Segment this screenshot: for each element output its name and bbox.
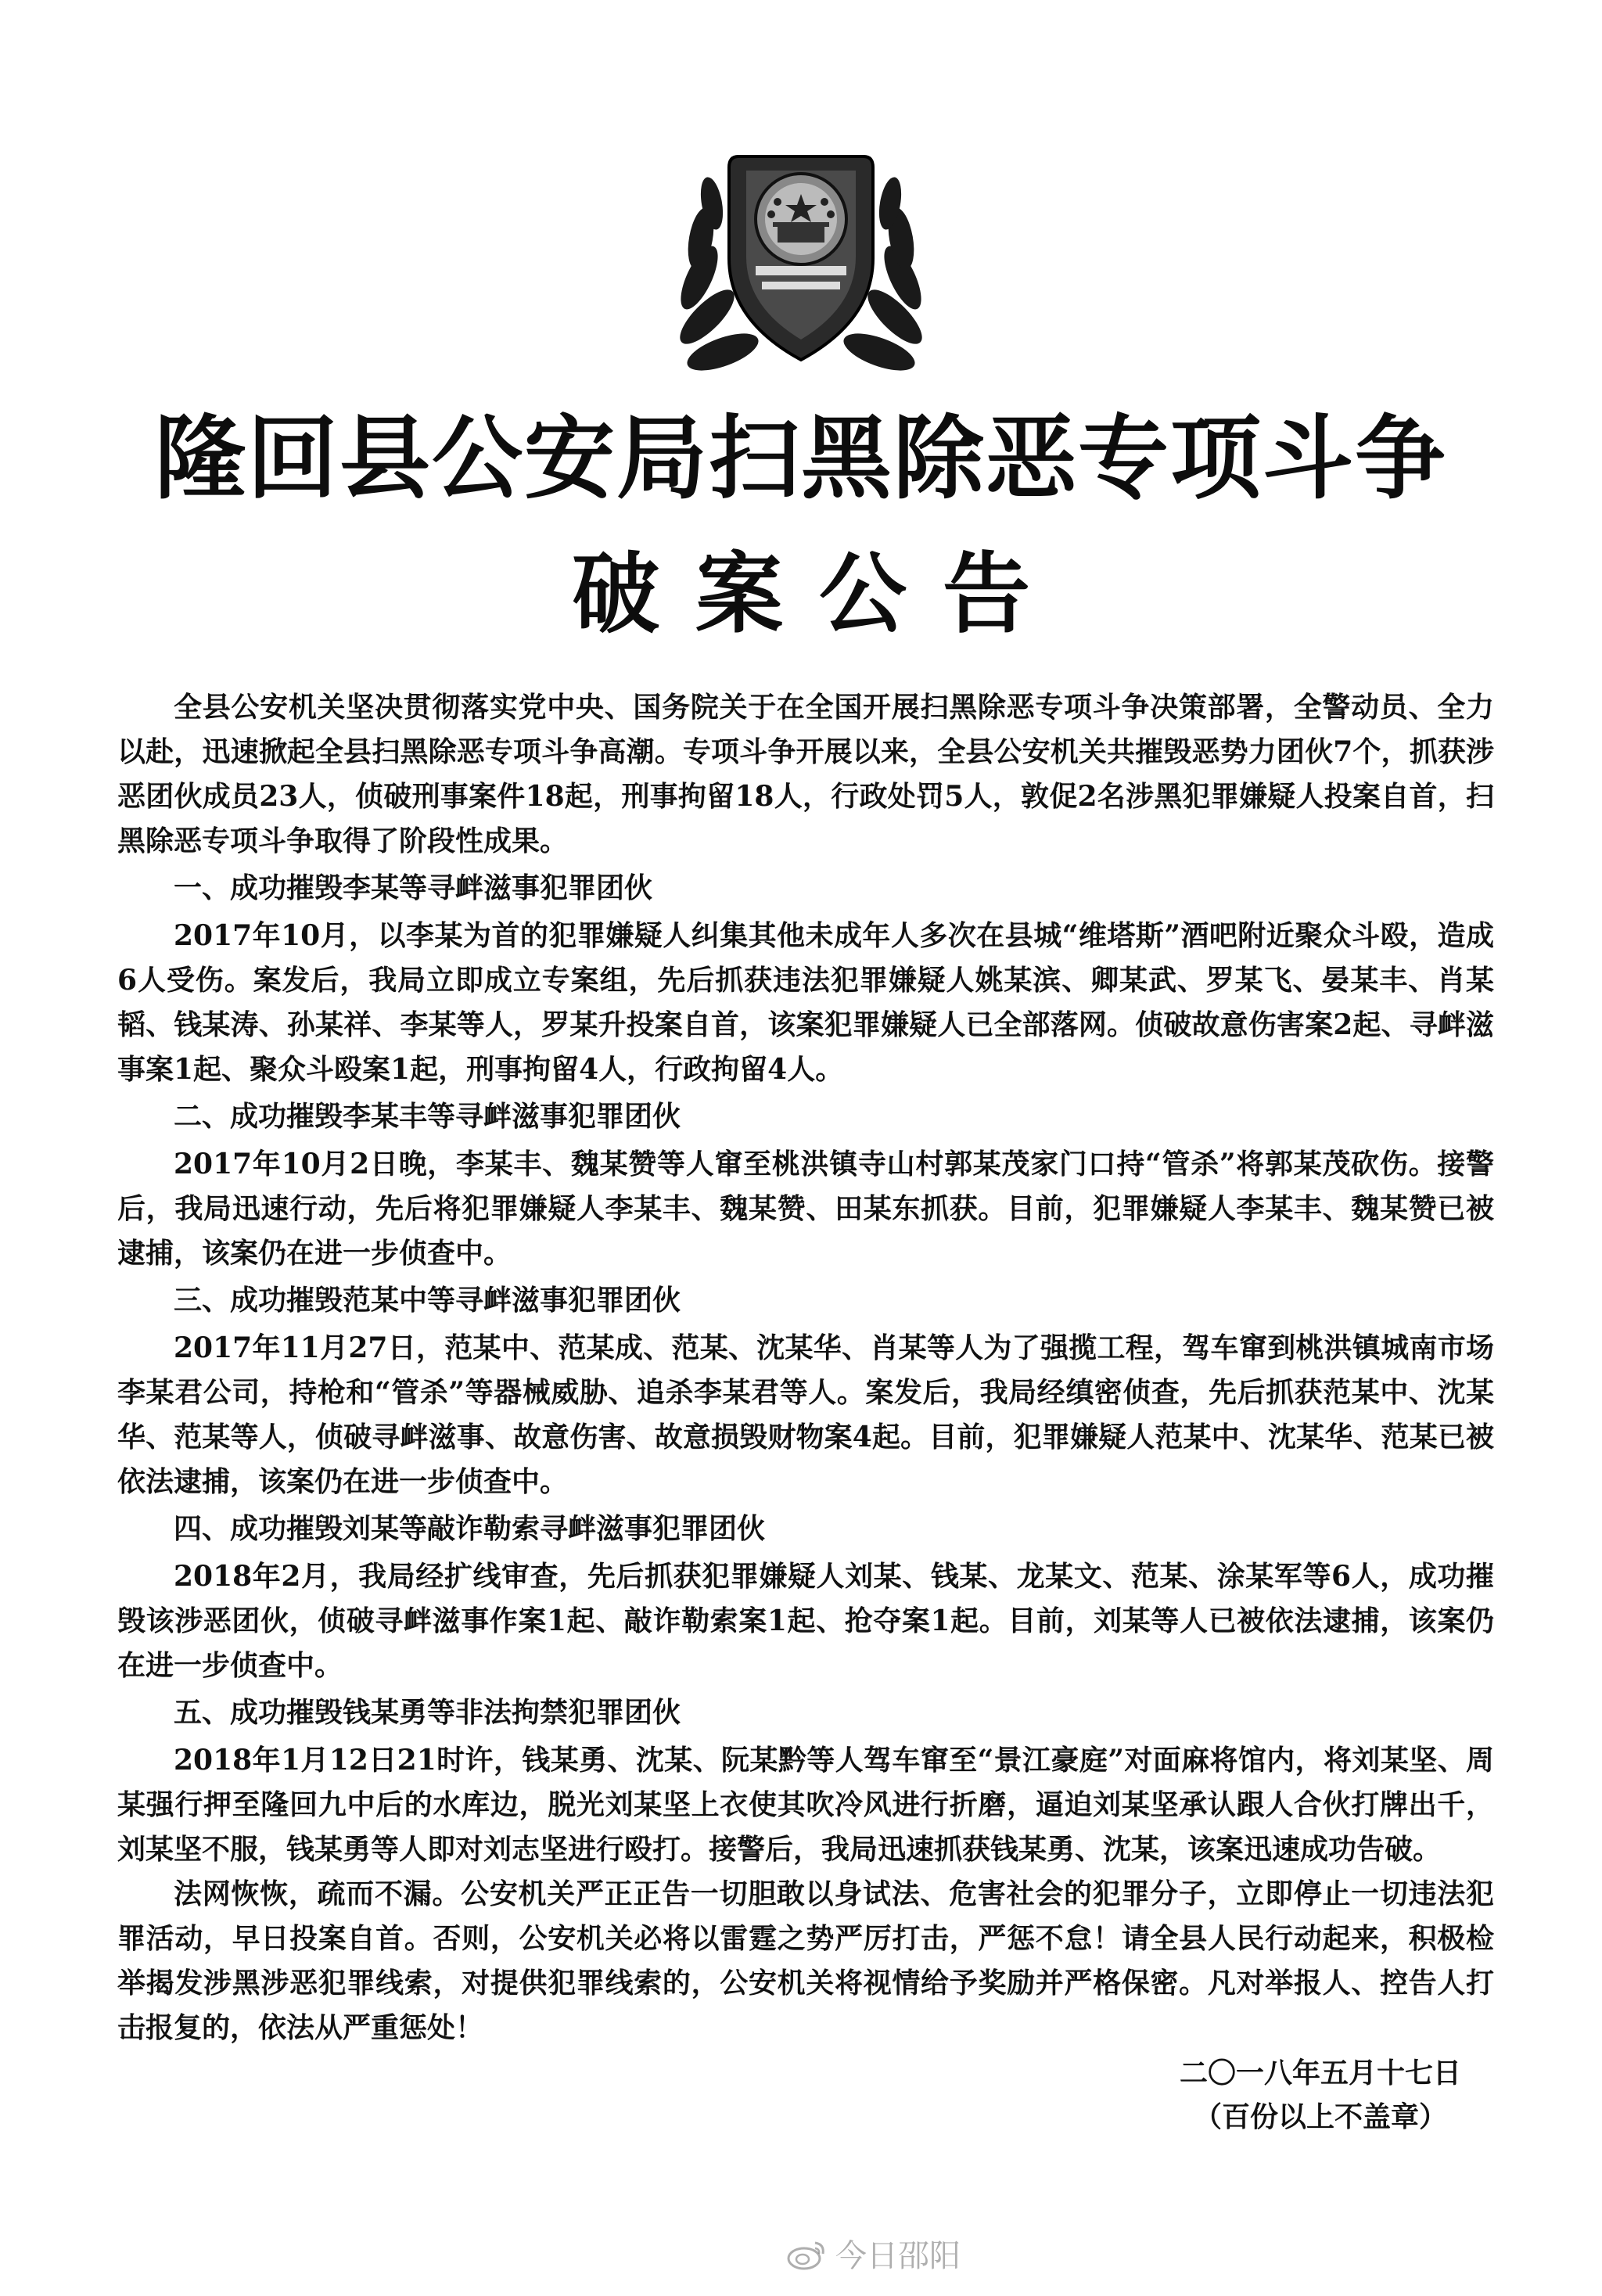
- section-heading: 五、成功摧毁钱某勇等非法拘禁犯罪团伙: [174, 1697, 681, 1729]
- police-emblem-icon: [668, 125, 934, 383]
- section-paragraph: 2017年10月，以李某为首的犯罪嫌疑人纠集其他未成年人多次在县城“维塔斯”酒吧附近聚众斗殴，造成6人受伤。案发后，我局立即成立专案组，先后抓获违法犯罪嫌疑人姚某滨、卿某武、罗某飞、晏某丰、肖某韬、钱某涛、孙某祥、李某等人，罗某升投案自首，该案犯罪嫌疑人已全部落网。侦破故意伤害案2起、寻衅滋事案1起、聚众斗殴案1起，刑事拘留4人，行政拘留4人。: [117, 919, 1494, 1086]
- document-subtitle: 破案公告: [572, 544, 1066, 645]
- section-heading: 一、成功摧毁李某等寻衅滋事犯罪团伙: [174, 872, 653, 904]
- section-paragraph: 2017年11月27日，范某中、范某成、范某、沈某华、肖某等人为了强揽工程，驾车窜到桃洪镇城南市场李某君公司，持枪和“管杀”等器械威胁、追杀李某君等人。案发后，我局经缜密侦查，先后抓获范某中、沈某华、范某等人，侦破寻衅滋事、故意伤害、故意损毁财物案4起。目前，犯罪嫌疑人范某中、沈某华、范某已被依法逮捕，该案仍在进一步侦查中。: [117, 1331, 1494, 1498]
- weibo-icon: [785, 2237, 828, 2271]
- document-title: 隆回县公安局扫黑除恶专项斗争: [155, 406, 1447, 512]
- section-paragraph: 2018年2月，我局经扩线审查，先后抓获犯罪嫌疑人刘某、钱某、龙某文、范某、涂某军等6人，成功摧毁该涉恶团伙，侦破寻衅滋事作案1起、敲诈勒索案1起、抢夺案1起。目前，刘某等人已被依法逮捕，该案仍在进一步侦查中。: [117, 1560, 1494, 1682]
- watermark-text: 今日邵阳: [835, 2238, 961, 2274]
- watermark: [785, 2231, 961, 2276]
- signature-block: [1180, 2051, 1461, 2139]
- section-paragraph: 2018年1月12日21时许，钱某勇、沈某、阮某黔等人驾车窜至“景江豪庭”对面麻将馆内，将刘某坚、周某强行押至隆回九中后的水库边，脱光刘某坚上衣使其吹冷风进行折磨，逼迫刘某坚承认跟人合伙打牌出千，刘某坚不服，钱某勇等人即对刘志坚进行殴打。接警后，我局迅速抓获钱某勇、沈某，该案迅速成功告破。: [117, 1744, 1494, 1866]
- closing-paragraph: 法网恢恢，疏而不漏。公安机关严正正告一切胆敢以身试法、危害社会的犯罪分子，立即停止一切违法犯罪活动，早日投案自首。否则，公安机关必将以雷霆之势严厉打击，严惩不怠！请全县人民行动起来，积极检举揭发涉黑涉恶犯罪线索，对提供犯罪线索的，公安机关将视情给予奖励并严格保密。凡对举报人、控告人打击报复的，依法从严重惩处！: [117, 1877, 1494, 2044]
- section-paragraph: 2017年10月2日晚，李某丰、魏某赞等人窜至桃洪镇寺山村郭某茂家门口持“管杀”将郭某茂砍伤。接警后，我局迅速行动，先后将犯罪嫌疑人李某丰、魏某赞、田某东抓获。目前，犯罪嫌疑人李某丰、魏某赞已被逮捕，该案仍在进一步侦查中。: [117, 1148, 1494, 1270]
- intro-paragraph: 全县公安机关坚决贯彻落实党中央、国务院关于在全国开展扫黑除恶专项斗争决策部署，全警动员、全力以赴，迅速掀起全县扫黑除恶专项斗争高潮。专项斗争开展以来，全县公安机关共摧毁恶势力团伙7个，抓获涉恶团伙成员23人，侦破刑事案件18起，刑事拘留18人，行政处罚5人，敦促2名涉黑犯罪嫌疑人投案自首，扫黑除恶专项斗争取得了阶段性成果。: [117, 691, 1494, 857]
- issue-date: 二〇一八年五月十七日: [1179, 2057, 1461, 2089]
- stamp-note: （百份以上不盖章）: [1193, 2100, 1447, 2133]
- announcement-body: [117, 685, 1494, 2050]
- section-heading: 二、成功摧毁李某丰等寻衅滋事犯罪团伙: [174, 1101, 681, 1133]
- section-heading: 三、成功摧毁范某中等寻衅滋事犯罪团伙: [174, 1285, 681, 1317]
- section-heading: 四、成功摧毁刘某等敲诈勒索寻衅滋事犯罪团伙: [174, 1513, 766, 1545]
